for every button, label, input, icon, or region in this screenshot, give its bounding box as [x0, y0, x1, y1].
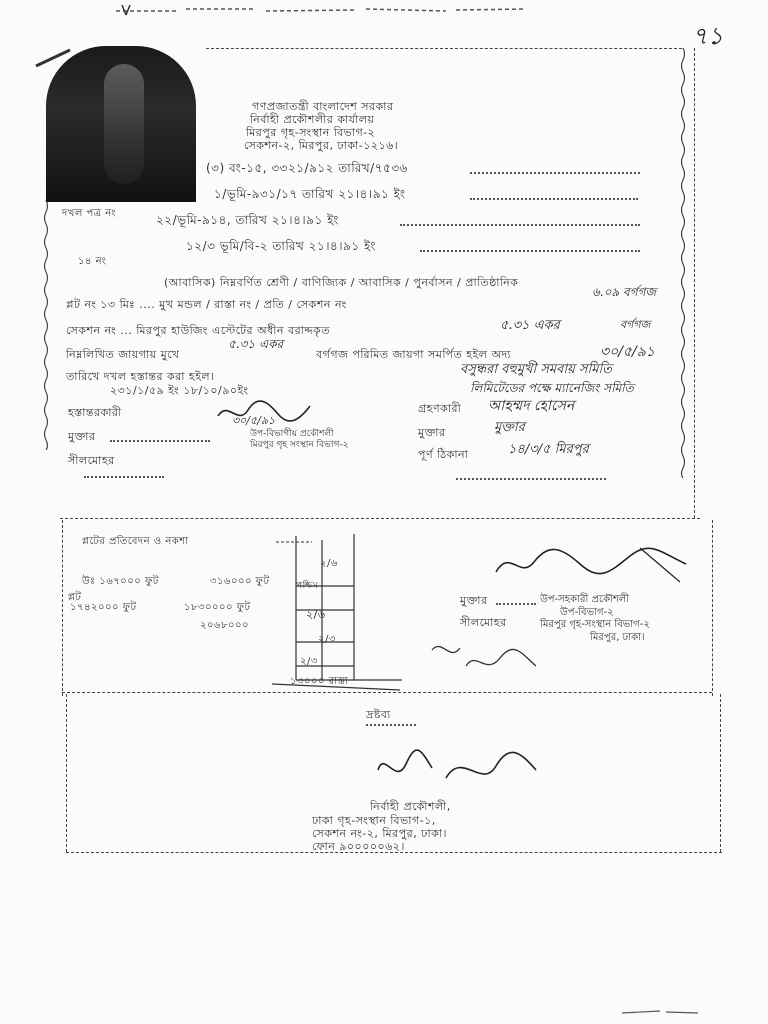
date-line: তারিখে দখল হস্তান্তর করা হইল।: [66, 370, 215, 383]
seal-label: সীলমোহর: [68, 454, 115, 467]
address-label: পূর্ণ ঠিকানা: [418, 448, 469, 461]
measure-plot: প্লট: [68, 592, 82, 603]
footer-frame-left: [66, 694, 67, 852]
company-name: বসুন্ধরা বহুমুখী সমবায় সমিতি: [460, 362, 612, 377]
footer-label: দ্রষ্টব্য: [366, 708, 391, 721]
footer-frame-bottom: [66, 852, 722, 853]
area-value: ৫.৩১ একর: [500, 318, 560, 333]
applicant-photo: [46, 46, 196, 202]
header-line4: সেকশন-২, মিরপুর, ঢাকা-১২১৬।: [244, 139, 399, 152]
plot-dim-1: ২/৬: [320, 558, 338, 569]
ref-dots-1: [470, 172, 640, 174]
lower-frame-left: [62, 520, 63, 696]
receiver-name: আহম্মদ হোসেন: [488, 398, 575, 414]
seal-dots: [84, 476, 164, 478]
plot-direction: পশ্চিম: [296, 581, 319, 591]
category-line: (আবাসিক) নিম্নবর্ণিত শ্রেণী / বাণিজ্যিক / আবাসিক / পুনর্বাসন / প্রাতিষ্ঠানিক: [164, 276, 519, 289]
engineer1-stamp: উপ-বিভাগীয় প্রকৌশলী: [250, 429, 334, 439]
page-number: ৭১: [692, 22, 724, 50]
lower-scribble: [426, 636, 546, 684]
engineer2-signature: [490, 542, 690, 586]
measure-5: ২০৬৮০০০: [200, 620, 250, 631]
recipient-label: হস্তান্তরকারী: [68, 406, 122, 419]
header-line2: নির্বাহী প্রকৌশলীর কার্যালয়: [250, 113, 375, 126]
measure-3: ১৭৪২০০০ ফুট: [70, 602, 137, 613]
plot-note: ৬.০৯ বর্গগজ: [592, 285, 657, 299]
frame-mid: [60, 518, 700, 519]
bottom-scribble: [620, 1002, 700, 1016]
receiver-mark: মুক্তার: [494, 420, 525, 435]
section-line: সেকশন নং ... মিরপুর হাউজিং এস্টেটের অধীন বরাদ্দকৃত: [66, 324, 330, 337]
engineer2-sub2: মিরপুর গৃহ-সংস্থান বিভাগ-২: [540, 619, 650, 630]
header-line1: গণপ্রজাতন্ত্রী বাংলাদেশ সরকার: [252, 100, 394, 113]
plot-road: ১৩০০০ রাস্তা: [290, 676, 349, 687]
ref-line-2: ১/ভূমি-৯৩১/১৭ তারিখ ২১।৪।৯১ ইং: [214, 187, 406, 201]
top-scribble: [116, 2, 526, 16]
footer-frame-right: [720, 694, 721, 852]
measure-1: উঃ ১৬৭০০০ ফুট: [82, 576, 159, 587]
header-line3: মিরপুর গৃহ-সংস্থান বিভাগ-২: [246, 126, 376, 139]
ref-dots-4: [420, 250, 640, 252]
frame-right-outer: [694, 48, 695, 518]
footer-eng-line4: ফোন ৯০০০০০৬২।: [312, 840, 405, 853]
plot-sketch: [262, 530, 402, 694]
address-dots: [456, 478, 606, 480]
handover-date: ৩০/৫/৯১: [600, 344, 655, 360]
ref-dots-3: [400, 224, 640, 226]
measure-4: ১৮৩০০০০ ফুট: [184, 602, 251, 613]
frame-top: [206, 48, 682, 49]
engineer2-stamp: উপ-সহকারী প্রকৌশলী: [540, 594, 630, 605]
plot-line: প্লট নং ১৩ মিঃ .... মুখ মন্ডল / রাস্তা নং / প্রতি / সেকশন নং: [66, 298, 347, 311]
lower-wife-dots: [496, 603, 536, 605]
plot-dim-3: ২/৩: [318, 634, 336, 645]
area-value-2: ৫.৩১ একর: [228, 337, 284, 351]
lower-wife-label: মুক্তার: [460, 594, 488, 607]
wife-label: মুক্তার: [68, 430, 96, 443]
wife-dots: [110, 440, 210, 442]
ref-line-4: ১২/৩ ভূমি/বি-২ তারিখ ২১।৪।৯১ ইং: [186, 239, 376, 253]
plot-dim-4: ২/৩: [300, 656, 318, 667]
handover-sig-date: ৩০/৫/৯১: [232, 414, 276, 427]
area-unit: বর্গগজ: [620, 318, 651, 331]
lower-seal-label: সীলমোহর: [460, 616, 507, 629]
lower-frame-right: [712, 520, 713, 696]
ref-dots-2: [470, 198, 638, 200]
handover-line: বর্গগজ পরিমিত জায়গা সমর্পিত হইল অদ্য: [316, 348, 511, 361]
receiver-label: গ্রহণকারী: [418, 402, 462, 415]
ref-line-1: (৩) বং-১৫, ৩৩২১/৯১২ তারিখ/৭৫৩৬: [206, 161, 408, 175]
dakhil-label: দখল পত্র নং: [62, 208, 117, 219]
footer-dots: [366, 724, 416, 726]
address-value: ১৪/৩/৫ মিরপুর: [508, 442, 589, 457]
footer-eng-line2: ঢাকা গৃহ-সংস্থান বিভাগ-১,: [312, 814, 436, 827]
area-line: নিম্নলিখিত জায়গায় মুখে: [66, 348, 180, 361]
memo-no: ২৩১/১/৫৯ ইং ১৮/১০/৯০ইং: [110, 384, 249, 397]
receiver-wife-label: মুক্তার: [418, 426, 446, 439]
plan-title: প্লটের প্রতিবেদন ও নকশা: [82, 536, 189, 547]
frame-left: [43, 200, 49, 450]
frame-right: [680, 48, 686, 478]
executive-engineer-signature: [372, 740, 542, 796]
footer-eng-line3: সেকশন নং-২, মিরপুর, ঢাকা।: [312, 827, 447, 840]
ref-line-3: ২২/ভূমি-৯১৪, তারিখ ২১।৪।৯১ ইং: [156, 213, 339, 227]
engineer2-loc: মিরপুর, ঢাকা।: [590, 632, 645, 643]
footer-eng-title: নির্বাহী প্রকৌশলী,: [370, 800, 451, 813]
engineer1-sub: মিরপুর গৃহ সংস্থান বিভাগ-২: [250, 440, 349, 450]
nam-label: ১৪ নং: [78, 256, 107, 267]
measure-2: ৩১৬০০০ ফুট: [210, 576, 270, 587]
company-name-2: লিমিটেডের পক্ষে ম্যানেজিং সমিতি: [470, 381, 634, 395]
plot-dim-2: ২/৬: [306, 608, 326, 621]
engineer2-sub: উপ-বিভাগ-২: [560, 607, 614, 618]
